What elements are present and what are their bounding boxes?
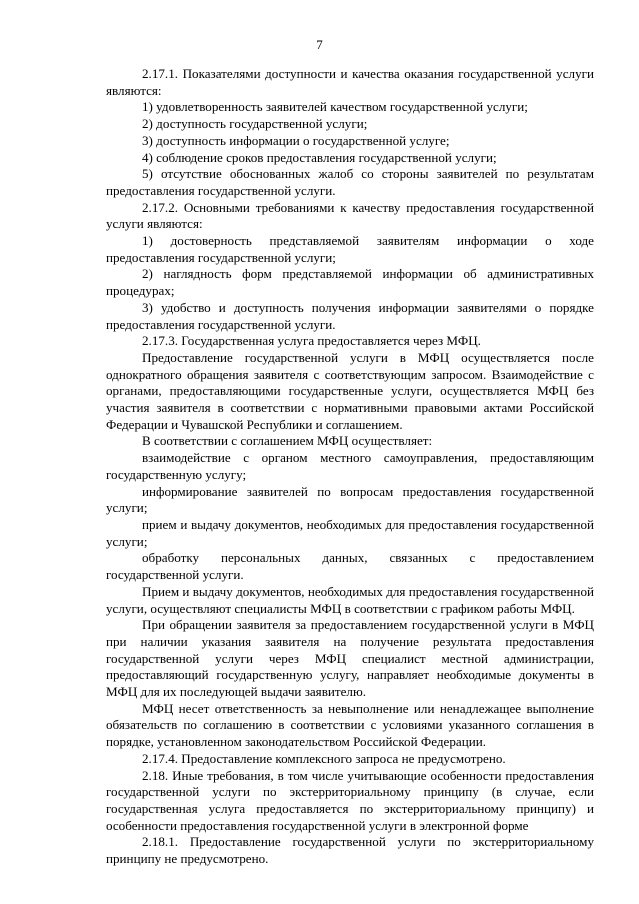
list-item: 3) удобство и доступность получения информации заявителями о порядке предоставления государственной услуги. <box>106 299 594 332</box>
page-number: 7 <box>316 37 323 52</box>
paragraph-2-17-1: 2.17.1. Показателями доступности и качества оказания государственной услуги являются: <box>106 66 594 98</box>
paragraph: При обращении заявителя за предоставлением государственной услуги в МФЦ при наличии указания заявителя на получение результата предоставления государственной услуги через МФЦ специалист местной администрации, предоставляющий государственную услугу, направляет необходимые документы в МФЦ для их последующей выдачи заявителю. <box>106 617 594 700</box>
paragraph-2-17-2: 2.17.2. Основными требованиями к качеству предоставления государственной услуги являются: <box>106 199 594 232</box>
list-item: 2) доступность государственной услуги; <box>142 116 368 132</box>
paragraph: Предоставление государственной услуги в МФЦ осуществляется после однократного обращения заявителя с соответствующим запросом. Взаимодействие с органами, предоставляющими государственные услуги, осуществляется МФЦ без участия заявителя в соответствии с нормативными правовыми актами Российской Федерации и Чувашской Республики и соглашением. <box>106 349 594 432</box>
list-item: 1) достоверность представляемой заявителям информации о ходе предоставления государственной услуги; <box>106 233 594 265</box>
list-item: 2) наглядность форм представляемой информации об административных процедурах; <box>106 266 594 299</box>
paragraph-2-18-1: 2.18.1. Предоставление государственной услуги по экстерриториальному принципу не предусмотрено. <box>106 834 594 867</box>
list-item: информирование заявителей по вопросам предоставления государственной услуги; <box>106 483 594 516</box>
list-item: прием и выдачу документов, необходимых для предоставления государственной услуги; <box>106 516 594 549</box>
paragraph-2-17-3: 2.17.3. Государственная услуга предоставляется через МФЦ. <box>142 333 481 349</box>
list-item: взаимодействие с органом местного самоуправления, предоставляющим государственную услугу; <box>106 450 594 482</box>
paragraph: МФЦ несет ответственность за невыполнение или ненадлежащее выполнение обязательств по соглашению в соответствии с условиями указанного соглашения в порядке, установленном законодательством Российской Федерации. <box>106 700 594 750</box>
list-item: 3) доступность информации о государственной услуге; <box>142 132 450 148</box>
paragraph-2-17-4: 2.17.4. Предоставление комплексного запроса не предусмотрено. <box>142 750 506 766</box>
paragraph-2-18: 2.18. Иные требования, в том числе учитывающие особенности предоставления государственной услуги по экстерриториальному принципу (в случае, если государственная услуга предоставляется по экстерриториальному принципу) и особенности предоставления государственной услуги в электронной форме <box>106 767 594 833</box>
list-item: 5) отсутствие обоснованных жалоб со стороны заявителей по результатам предоставления государственной услуги. <box>106 166 594 198</box>
paragraph: В соответствии с соглашением МФЦ осуществляет: <box>142 433 433 449</box>
paragraph: Прием и выдачу документов, необходимых для предоставления государственной услуги, осуществляют специалисты МФЦ в соответствии с графиком работы МФЦ. <box>106 583 594 616</box>
list-item: 1) удовлетворенность заявителей качеством государственной услуги; <box>142 99 528 115</box>
document-body <box>106 66 594 868</box>
list-item: обработку персональных данных, связанных с предоставлением государственной услуги. <box>106 550 594 583</box>
list-item: 4) соблюдение сроков предоставления государственной услуги; <box>142 149 497 165</box>
